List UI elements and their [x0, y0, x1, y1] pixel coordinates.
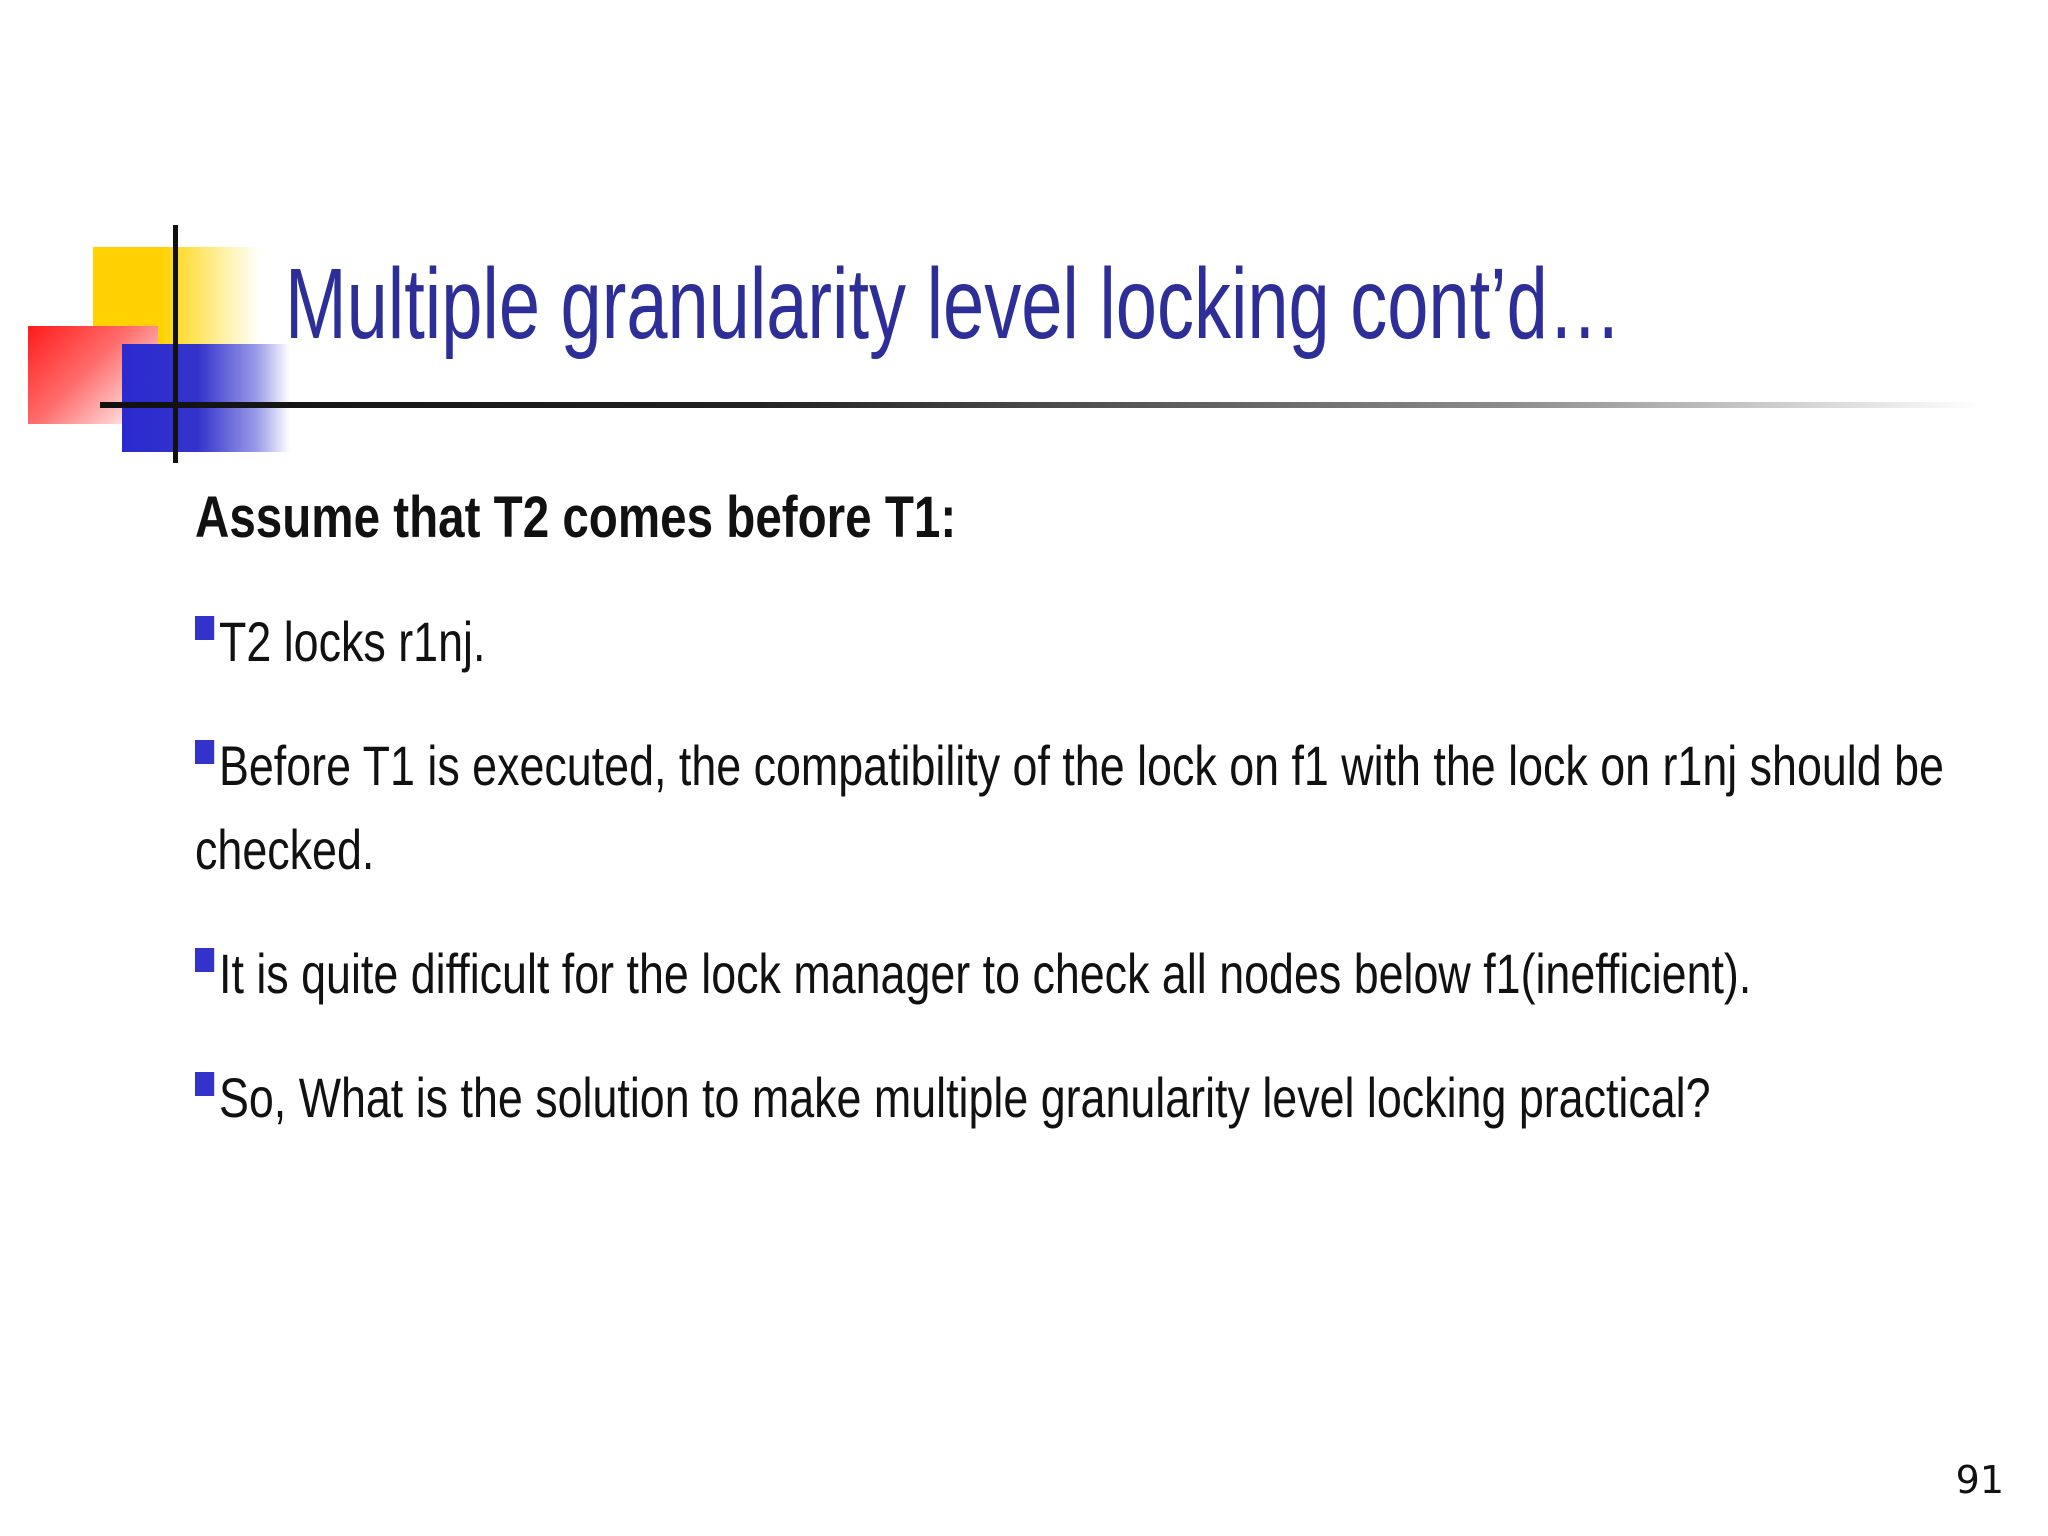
slide-title: Multiple granularity level locking cont’d…	[285, 248, 1622, 360]
logo-blue-square	[122, 344, 290, 452]
bullet-square-icon	[195, 948, 214, 972]
bullet-item	[195, 600, 2015, 684]
bullet-item	[195, 932, 2015, 1016]
bullet-text: T2 locks r1nj.	[219, 610, 486, 673]
slide-body	[195, 478, 2015, 1180]
bullet-square-icon	[195, 1072, 214, 1096]
bullet-item	[195, 1056, 2015, 1140]
title-underline	[100, 402, 1980, 408]
bullet-text: So, What is the solution to make multiple granularity level locking practical?	[219, 1066, 1711, 1129]
bullet-item	[195, 724, 2015, 892]
page-number: 91	[1955, 1458, 2004, 1502]
bullet-text: It is quite difficult for the lock manager to check all nodes below f1(inefficient).	[219, 942, 1752, 1005]
slide-subheading: Assume that T2 comes before T1:	[195, 485, 957, 550]
bullet-square-icon	[195, 740, 214, 764]
bullet-square-icon	[195, 616, 214, 640]
bullet-text: Before T1 is executed, the compatibility of the lock on f1 with the lock on r1nj should be checked.	[195, 734, 1944, 881]
logo-vertical-line	[173, 225, 178, 463]
